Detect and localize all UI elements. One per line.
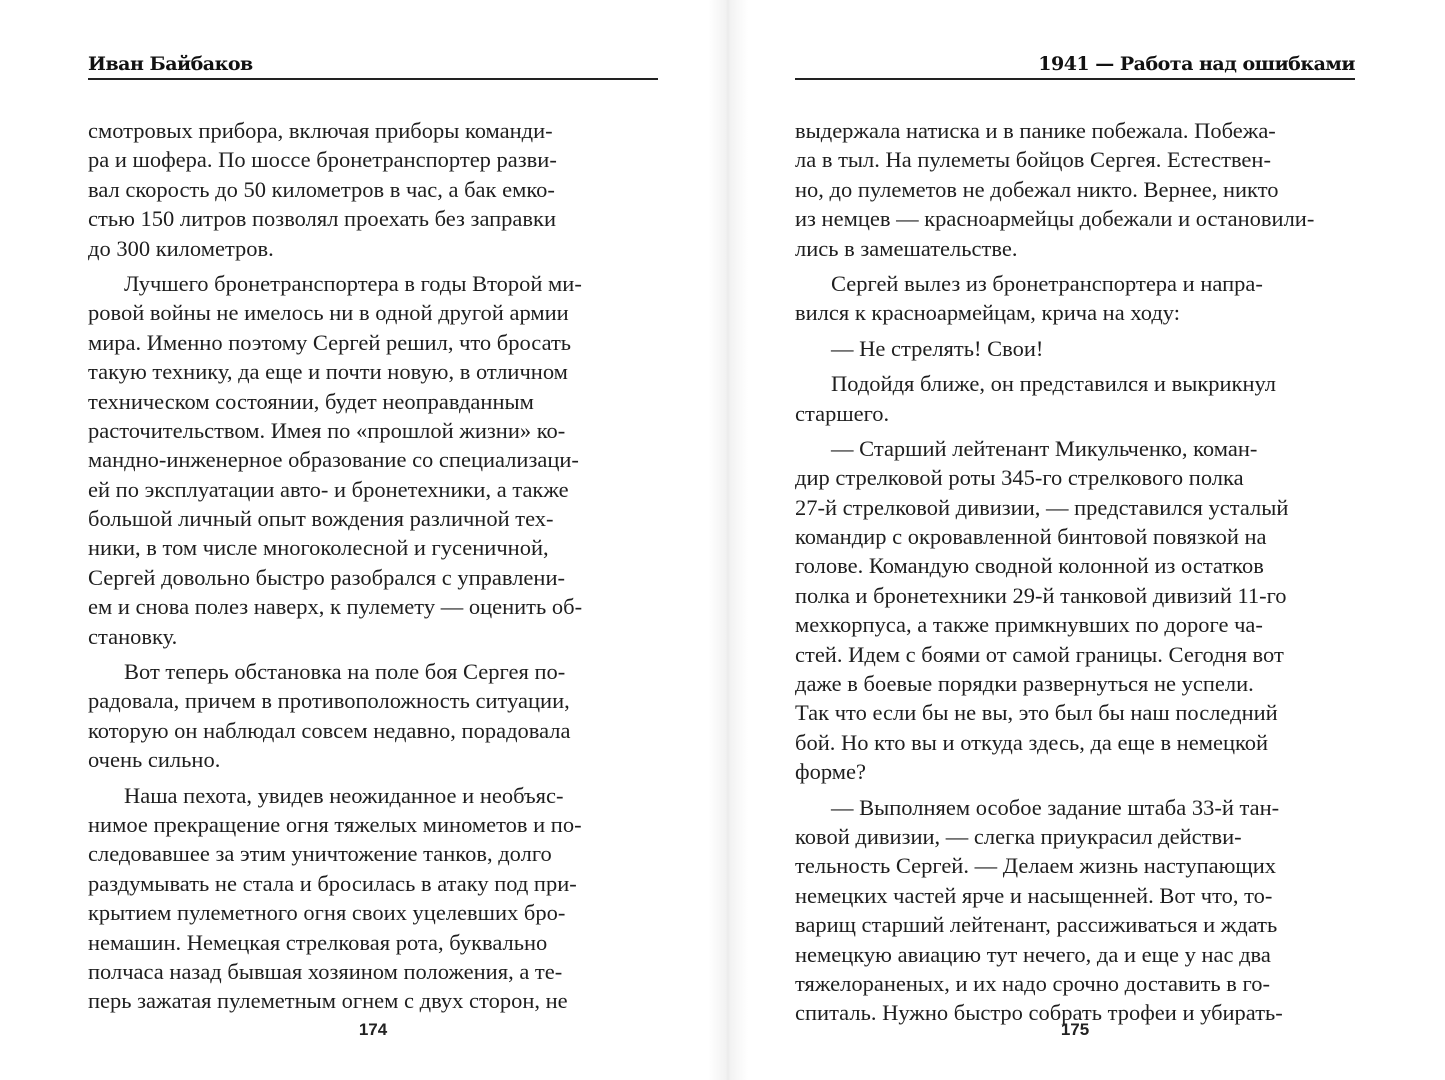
text-line: тельность Сергей. — Делаем жизнь наступающих <box>795 853 1277 879</box>
left-running-header: Иван Байбаков <box>88 50 658 80</box>
text-line: мандно-инженерное образование со специализаци- <box>88 447 579 473</box>
text-line: мира. Именно поэтому Сергей решил, что бросать <box>88 329 572 355</box>
text-line: но, до пулеметов не добежал никто. Вернее, никто <box>795 176 1279 202</box>
text-line: 27-й стрелковой дивизии, — представился усталый <box>795 494 1289 520</box>
text-line: командир с окровавленной бинтовой повязкой на <box>795 524 1267 550</box>
text-line: техническом состоянии, будет неоправданным <box>88 388 534 414</box>
text-line: спиталь. Нужно быстро собрать трофеи и убирать- <box>795 1000 1283 1026</box>
text-line: Так что если бы не вы, это был бы наш последний <box>795 700 1278 726</box>
left-page-body-text <box>88 116 658 1016</box>
text-line: Сергей довольно быстро разобрался с управлени- <box>88 564 565 590</box>
text-line: которую он наблюдал совсем недавно, порадовала <box>88 717 571 743</box>
right-running-header: 1941 — Работа над ошибками <box>795 50 1355 80</box>
text-line: ра и шофера. По шоссе бронетранспортер разви- <box>88 147 557 173</box>
paragraph-first-line: Вот теперь обстановка на поле боя Сергея по- <box>124 659 566 685</box>
text-line: ей по эксплуатации авто- и бронетехники, а также <box>88 476 569 502</box>
right-page-body-text <box>795 116 1355 1028</box>
text-line: большой личный опыт вождения различной тех- <box>88 506 554 532</box>
text-line: ники, в том числе многоколесной и гусеничной, <box>88 535 549 561</box>
text-line: стью 150 литров позволял проехать без заправки <box>88 206 557 232</box>
text-line: ровой войны не имелось ни в одной другой армии <box>88 300 569 326</box>
paragraph-first-line: — Выполняем особое задание штаба 33-й тан- <box>831 794 1280 820</box>
text-line: немашин. Немецкая стрелковая рота, буквально <box>88 929 548 955</box>
text-line: ем и снова полез наверх, к пулемету — оценить об- <box>88 594 583 620</box>
text-line: голове. Командую сводной колонной из остатков <box>795 553 1264 579</box>
text-line: перь зажатая пулеметным огнем с двух сторон, не <box>88 988 568 1014</box>
text-line: стей. Идем с боями от самой границы. Сегодня вот <box>795 641 1284 667</box>
text-line: ла в тыл. На пулеметы бойцов Сергея. Естествен- <box>795 147 1271 173</box>
text-line: радовала, причем в противоположность ситуации, <box>88 688 570 714</box>
left-page <box>88 0 658 1080</box>
text-line: становку. <box>88 623 178 649</box>
text-line: форме? <box>795 759 866 785</box>
text-line: немецкую авиацию тут нечего, да и еще у нас два <box>795 941 1271 967</box>
paragraph-first-line: Лучшего бронетранспортера в годы Второй ми- <box>124 270 582 296</box>
text-line: выдержала натиска и в панике побежала. Побежа- <box>795 118 1276 143</box>
book-gutter-shadow <box>708 0 748 1080</box>
text-line: полка и бронетехники 29-й танковой дивизий 11-го <box>795 582 1287 608</box>
text-line: смотровых прибора, включая приборы команди- <box>88 118 553 143</box>
text-line: немецких частей ярче и насыщенней. Вот что, то- <box>795 882 1273 908</box>
text-line: вал скорость до 50 километров в час, а бак емко- <box>88 176 555 202</box>
paragraph-first-line: — Не стрелять! Свои! <box>831 335 1044 361</box>
text-line: нимое прекращение огня тяжелых минометов и по- <box>88 811 582 837</box>
paragraph-first-line: Сергей вылез из бронетранспортера и напра- <box>831 270 1263 296</box>
text-line: даже в боевые порядки развернуться не успели. <box>795 671 1254 697</box>
text-line: варищ старший лейтенант, рассиживаться и ждать <box>795 912 1278 938</box>
text-line: дир стрелковой роты 345-го стрелкового полка <box>795 465 1244 491</box>
text-line: мехкорпуса, а также примкнувших по дороге ча- <box>795 612 1263 638</box>
text-line: до 300 километров. <box>88 235 274 261</box>
text-line: такую технику, да еще и почти новую, в отличном <box>88 359 568 385</box>
text-line: ковой дивизии, — слегка приукрасил действи- <box>795 823 1242 849</box>
text-line: старшего. <box>795 400 890 426</box>
paragraph-first-line: — Старший лейтенант Микульченко, коман- <box>831 435 1258 461</box>
text-line: из немцев — красноармейцы добежали и остановили- <box>795 206 1315 232</box>
left-page-number: 174 <box>358 1020 388 1039</box>
paragraph-first-line: Наша пехота, увидев неожиданное и необъяс- <box>124 782 564 808</box>
text-line: очень сильно. <box>88 747 221 773</box>
text-line: вился к красноармейцам, крича на ходу: <box>795 300 1180 326</box>
text-line: расточительством. Имея по «прошлой жизни» ко- <box>88 417 566 443</box>
text-line: крытием пулеметного огня своих уцелевших бро- <box>88 900 566 926</box>
right-page <box>795 0 1355 1080</box>
text-line: следовавшее за этим уничтожение танков, долго <box>88 841 552 867</box>
text-line: бой. Но кто вы и откуда здесь, да еще в немецкой <box>795 729 1269 755</box>
text-line: лись в замешательстве. <box>795 235 1018 261</box>
paragraph-first-line: Подойдя ближе, он представился и выкрикнул <box>831 371 1277 397</box>
text-line: полчаса назад бывшая хозяином положения, а те- <box>88 958 563 984</box>
text-line: раздумывать не стала и бросилась в атаку под при- <box>88 870 577 896</box>
text-line: тяжелораненых, и их надо срочно доставить в го- <box>795 970 1270 996</box>
right-page-number: 175 <box>1060 1020 1090 1039</box>
